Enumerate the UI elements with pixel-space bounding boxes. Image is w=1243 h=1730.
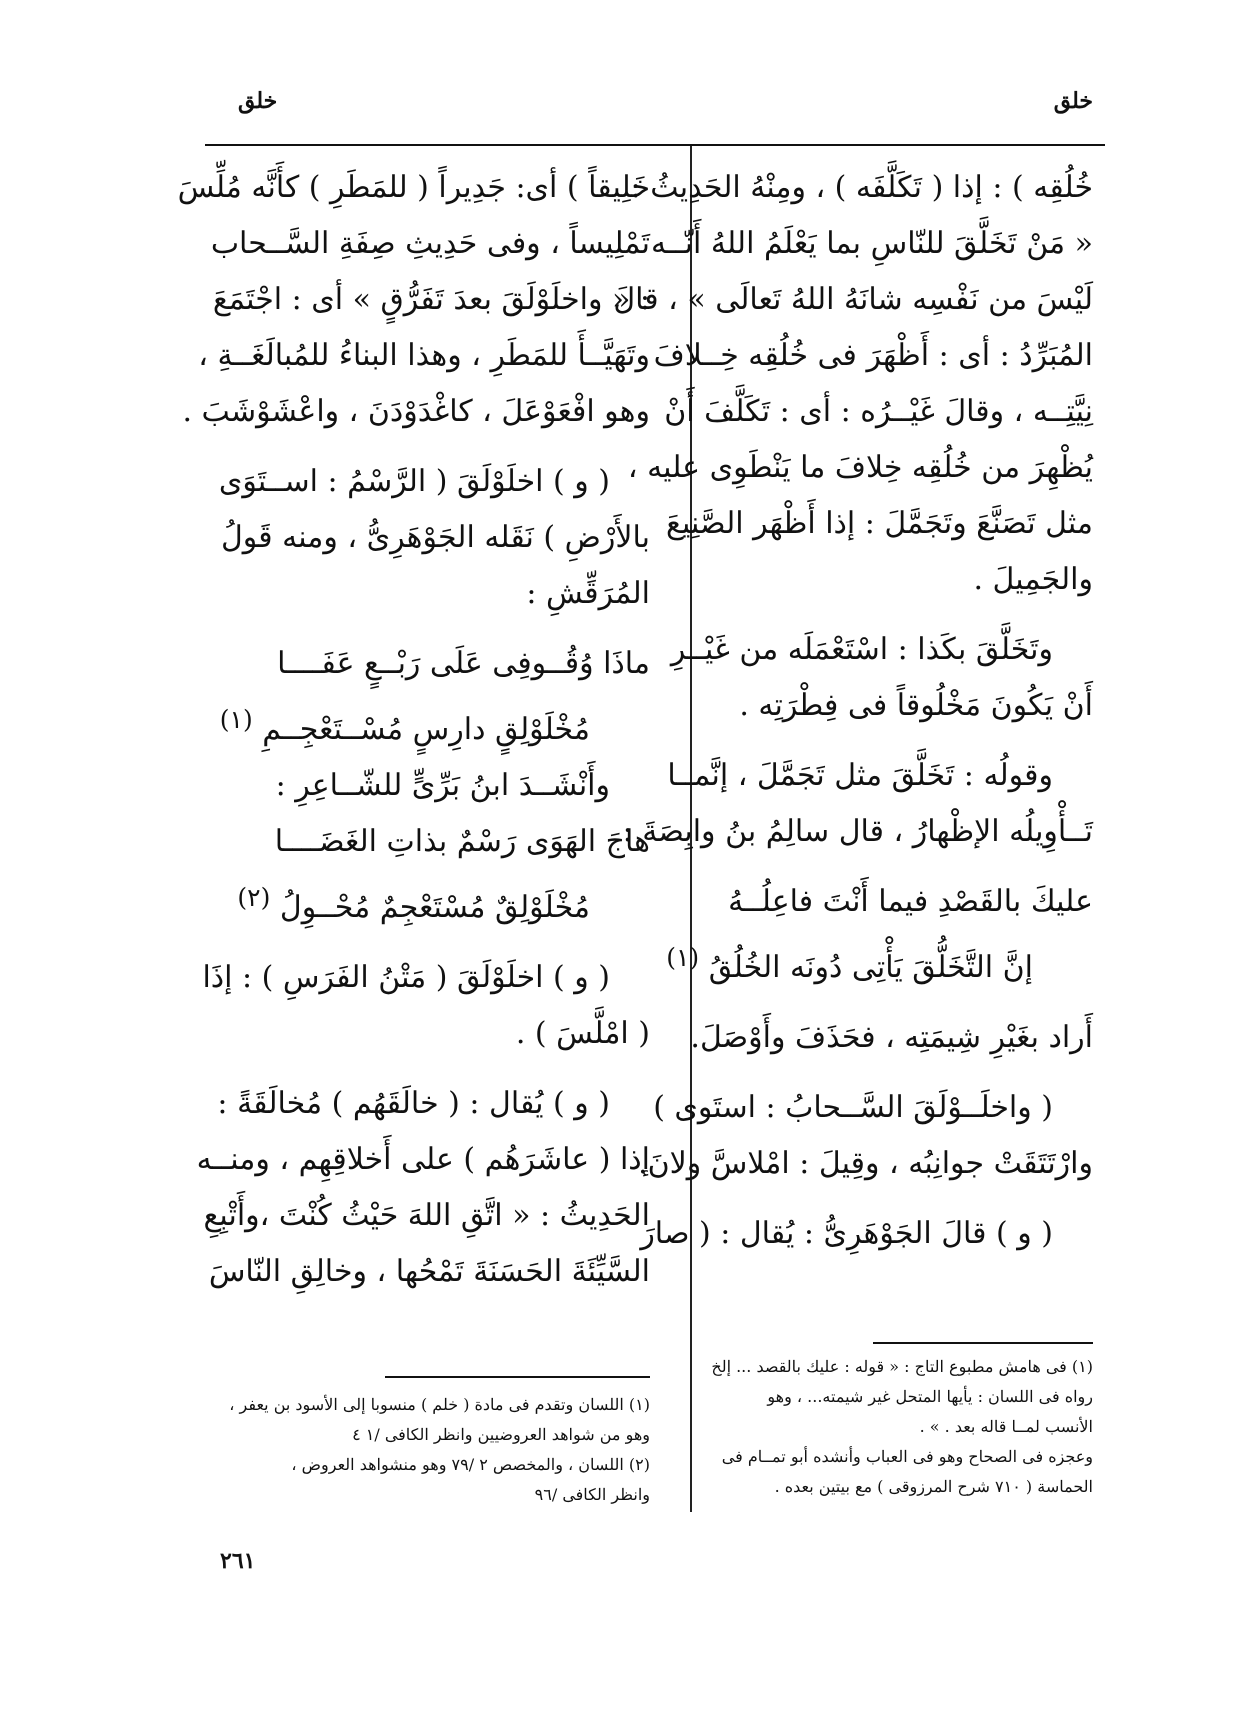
text-line: أَراد بغَيْرِ شِيمَتِه ، فحَذَفَ وأَوْصَلَ. [690,1020,1093,1055]
running-head-left: خلق [238,88,278,114]
verse-second-hemistich [205,870,650,936]
footnote-line: الأنسب لمــا قاله بعد . » . [919,1417,1093,1436]
running-head-right: خلق [1053,88,1093,114]
footnote-rule-right [873,1342,1093,1344]
header-rule [205,144,1105,146]
footnote-line: وانظر الكافى /٩٦ [534,1485,650,1504]
text-line: المُرَقِّشِ : [526,576,650,611]
text-line: يُظْهِرَ من خُلُقِه خِلافَ ما يَنْطَوِى عليه ، [627,450,1093,485]
paragraph [690,1010,1093,1066]
right-column [613,160,1093,1276]
text-line: بالأَرْضِ ) نَقَله الجَوْهَرِىُّ ، ومنه قَولُ [220,520,650,555]
text-line: « مَنْ تَخَلَّقَ للنّاسِ بما يَعْلَمُ اللهُ أَنّــه [651,226,1093,261]
text-line: ( و ) اخلَوْلَقَ ( مَتْنُ الفَرَسِ ) : إذَا [202,960,610,995]
text-line: لَيْسَ من نَفْسِه شانَهُ اللهُ تَعالَى » ، قالَ [613,282,1093,317]
footnote-line: (١) اللسان وتقدم فى مادة ( خلم ) منسوبا إلى الأسود بن يعفر ، [229,1395,650,1414]
verse-second-hemistich [666,930,1093,996]
text-line: وقولُه : تَخَلَّقَ مثل تَجَمَّلَ ، إنَّمــا [667,758,1053,793]
text-line: تَمْلِيساً ، وفى حَدِيثِ صِفَةِ السَّــحاب [210,226,650,261]
verse-intro: وأَنْشَــدَ ابنُ بَرِّىٍّ للشّــاعِرِ : [275,768,610,803]
footnote-line: (٢) اللسان ، والمخصص ٢ /٧٩ وهو منشواهد العروض ، [291,1455,650,1474]
paragraph [622,748,1093,860]
paragraph [177,160,650,440]
paragraph [640,1206,1093,1262]
text-line: ( و ) اخلَوْلَقَ ( الرَّسْمُ : اســتَوَى [218,464,610,499]
verse-text: مُخْلَوْلِقٌ مُسْتَعْجِمٌ مُحْــوِلُ [279,890,590,925]
footnote-marker: (١) [666,943,700,972]
text-line: والجَمِيلَ . [973,562,1093,597]
verse-text: مُخْلَوْلِقٍ دارِسٍ مُسْــتَعْجِــمِ [262,712,590,747]
paragraph [205,454,650,622]
footnote-marker: (٢) [237,883,271,912]
footnote-marker: (١) [219,705,253,734]
text-line: نِيَّتِــه ، وقالَ غَيْــرُه : أى : تَكَلَّفَ أَنْ [664,394,1093,429]
footnotes-right [693,1352,1093,1502]
verse-text: إنَّ التَّخَلُّقَ يَأْتِى دُونَه الخُلُقُ [708,950,1033,985]
text-line: خُلُقِه ) : إذا ( تَكَلَّفَه ) ، ومِنْهُ الحَدِيثُ : [630,170,1093,205]
verse-second-hemistich [205,692,650,758]
text-line: خَلِيقاً ) أى: جَدِيراً ( للمَطَرِ ) كأَنَّه مُلِّسَ [177,170,650,205]
page-number: ٢٦١ [220,1548,256,1574]
footnote-line: وعجزه فى الصحاح وهو فى العباب وأنشده أبو تمــام فى [721,1447,1093,1466]
text-line: تَــأْوِيلُه الإظْهارُ ، قال سالِمُ بنُ وابِصَةَ : [622,814,1093,849]
footnote-line: الحماسة ( ٧١٠ شرح المرزوقى ) مع بيتين بعده . [774,1477,1093,1496]
text-line: وارْتَتَقَتْ جوانِبُه ، وقِيلَ : امْلاسَّ ولانَ. [638,1146,1093,1181]
paragraph [670,622,1093,734]
text-line: وتَخَلَّقَ بكَذا : اسْتَعْمَلَه من غَيْــرِ [670,632,1053,667]
paragraph [202,950,650,1062]
text-line: : « واخلَوْلَقَ بعدَ تَفَرُّقٍ » أى : اجْتَمَعَ [212,282,650,317]
text-line: ( و ) قالَ الجَوْهَرِىُّ : يُقال : ( صارَ [640,1216,1053,1251]
verse-first-hemistich: ماذَا وُقُــوفِى عَلَى رَبْــعٍ عَفَــــا [277,646,650,681]
paragraph [613,160,1093,608]
text-line: الحَدِيثُ : « اتَّقِ اللهَ حَيْثُ كُنْتَ ،وأَتْبِعِ [203,1198,650,1233]
text-line: ( و ) يُقال : ( خالَقَهُم ) مُخالَقَةً : [217,1086,610,1121]
footnote-line: (١) فى هامش مطبوع التاج : « قوله : عليك بالقصد ... إلخ [711,1357,1093,1376]
text-line: السَّيِّئَةَ الحَسَنَةَ تَمْحُها ، وخالِقِ النّاسَ [208,1254,650,1289]
paragraph [638,1080,1093,1192]
text-line: المُبَرِّدُ : أى : أَظْهَرَ فى خُلُقِه خِــلافَ [653,338,1093,373]
verse-block [205,636,650,936]
text-line: مثل تَصَنَّعَ وتَجَمَّلَ : إذا أَظْهَر الصَّنِيعَ [665,506,1093,541]
paragraph [196,1076,650,1300]
text-line: وتَهَيَّــأَ للمَطَرِ ، وهذا البناءُ للمُبالَغَــةِ ، [198,338,650,373]
text-line: ( امْلَّسَ ) . [515,1016,650,1051]
left-column [177,160,650,1314]
footnotes-left [205,1390,650,1510]
text-line: أَنْ يَكُونَ مَخْلُوقاً فى فِطْرَتِه . [739,688,1093,723]
verse-first-hemistich: عليكَ بالقَصْدِ فيما أَنْتَ فاعِلُــهُ [728,884,1093,919]
footnote-line: رواه فى اللسان : يأيها المتحل غير شيمته... ، وهو [767,1387,1093,1406]
verse-block [666,874,1093,996]
text-line: ( واخلَــوْلَقَ السَّــحابُ : استَوى ) [653,1090,1053,1125]
text-line: وهو افْعَوْعَلَ ، كاغْدَوْدَنَ ، واعْشَوْشَبَ . [182,394,650,429]
footnote-rule-left [385,1376,650,1378]
text-line: إذا ( عاشَرَهُم ) على أَخلاقِهِم ، ومنــه [196,1142,650,1177]
footnote-line: وهو من شواهد العروضيين وانظر الكافى /١ ٤ [352,1425,650,1444]
verse-first-hemistich: هاجَ الهَوَى رَسْمٌ بذاتِ الغَضَــــا [274,824,650,859]
